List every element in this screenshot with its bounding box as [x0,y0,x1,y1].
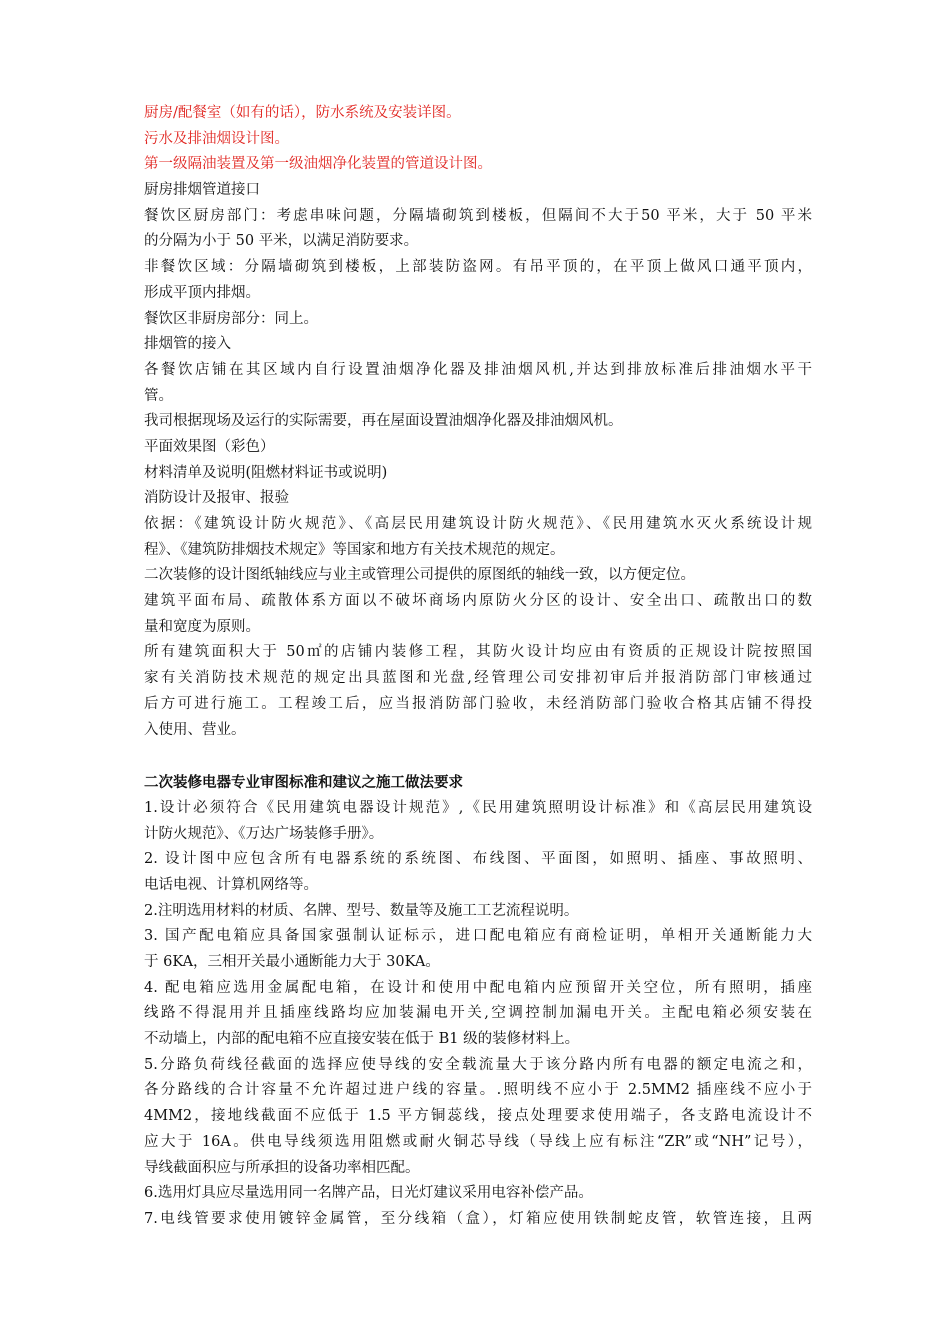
text-line: 厨房排烟管道接口 [144,182,260,199]
text-line: 入使用、营业。 [144,721,246,738]
text-line: 餐饮区非厨房部分：同上。 [144,310,318,327]
text-line: 2. 设计图中应包含所有电器系统的系统图、布线图、平面图，如照明、插座、事故照明、 [144,851,812,868]
text-line: 程》、《建筑防排烟技术规定》等国家和地方有关技术规范的规定。 [144,541,565,558]
text-line: 依据：《建筑设计防火规范》、《高层民用建筑设计防火规范》、《民用建筑水灭火系统设计规 [144,516,812,532]
text-line: 建筑平面布局、疏散体系方面以不破坏商场内原防火分区的设计、安全出口、疏散出口的数 [144,593,812,610]
text-line: 平面效果图（彩色） [144,438,275,455]
text-line: 各餐饮店铺在其区域内自行设置油烟净化器及排油烟风机,并达到排放标准后排油烟水平干 [144,361,812,378]
text-line: 厨房/配餐室（如有的话），防水系统及安装详图。 [144,105,461,121]
text-line: 3. 国产配电箱应具备国家强制认证标示，进口配电箱应有商检证明，单相开关通断能力大 [144,928,812,945]
text-line: 各分路线的合计容量不允许超过进户线的容量。.照明线不应小于 2.5MM2 插座线不应小于 [144,1082,812,1099]
text-line: 非餐饮区域：分隔墙砌筑到楼板，上部装防盗网。有吊平顶的，在平顶上做风口通平顶内， [144,259,812,276]
text-line: 导线截面积应与所承担的设备功率相匹配。 [144,1159,420,1176]
text-line: 二次装修的设计图纸轴线应与业主或管理公司提供的原图纸的轴线一致，以方便定位。 [144,567,695,584]
text-line: 所有建筑面积大于 50㎡的店铺内装修工程，其防火设计均应由有资质的正规设计院按照国 [144,644,812,661]
text-line: 量和宽度为原则。 [144,618,260,635]
text-line: 污水及排油烟设计图。 [144,130,289,147]
text-line: 消防设计及报审、报验 [144,490,289,507]
text-line: 排烟管的接入 [144,336,231,353]
text-line: 4MM2，接地线截面不应低于 1.5 平方铜蕊线，接点处理要求使用端子，各支路电流设计不 [144,1108,812,1125]
text-line: 7.电线管要求使用镀锌金属管，至分线箱（盒），灯箱应使用铁制蛇皮管，软管连接，且两 [144,1210,812,1227]
text-line: 不动墙上，内部的配电箱不应直接安装在低于 B1 级的装修材料上。 [144,1031,580,1048]
text-line: 4. 配电箱应选用金属配电箱，在设计和使用中配电箱内应预留开关空位，所有照明，插座 [144,979,812,996]
text-line: 形成平顶内排烟。 [144,284,260,301]
text-line: 计防火规范》、《万达广场装修手册》。 [144,825,384,842]
text-line: 电话电视、计算机网络等。 [144,876,318,893]
document-body-bottom [144,796,812,1233]
text-line: 材料清单及说明(阻燃材料证书或说明) [144,464,388,481]
text-line: 2.注明选用材料的材质、名牌、型号、数量等及施工工艺流程说明。 [144,902,579,919]
text-line: 第一级隔油装置及第一级油烟净化装置的管道设计图。 [144,156,492,173]
section-heading: 二次装修电器专业审图标准和建议之施工做法要求 [144,774,463,792]
document-page [144,101,812,1233]
text-line: 的分隔为小于 50 平米，以满足消防要求。 [144,233,419,250]
text-line: 家有关消防技术规范的规定出具蓝图和光盘,经管理公司安排初审后并报消防部门审核通过 [144,670,812,687]
text-line: 1.设计必须符合《民用建筑电器设计规范》,《民用建筑照明设计标准》和《高层民用建筑设 [144,799,812,816]
text-line: 5.分路负荷线径截面的选择应使导线的安全载流量大于该分路内所有电器的额定电流之和， [144,1056,812,1073]
document-body-top [144,101,812,743]
text-line: 应大于 16A。供电导线须选用阻燃或耐火铜芯导线（导线上应有标注“ZR”或“NH”记号）， [144,1133,812,1150]
text-line: 餐饮区厨房部门：考虑串味问题，分隔墙砌筑到楼板，但隔间不大于50 平米，大于 50 平米 [144,207,812,224]
text-line: 6.选用灯具应尽量选用同一名牌产品，日光灯建议采用电容补偿产品。 [144,1185,593,1202]
text-line: 我司根据现场及运行的实际需要，再在屋面设置油烟净化器及排油烟风机。 [144,413,623,430]
text-line: 线路不得混用并且插座线路均应加装漏电开关,空调控制加漏电开关。主配电箱必须安装在 [144,1005,812,1022]
text-line: 后方可进行施工。工程竣工后，应当报消防部门验收，未经消防部门验收合格其店铺不得投 [144,695,812,712]
text-line: 于 6KA，三相开关最小通断能力大于 30KA。 [144,954,440,970]
paragraph-gap [144,743,812,770]
text-line: 管。 [144,387,173,404]
